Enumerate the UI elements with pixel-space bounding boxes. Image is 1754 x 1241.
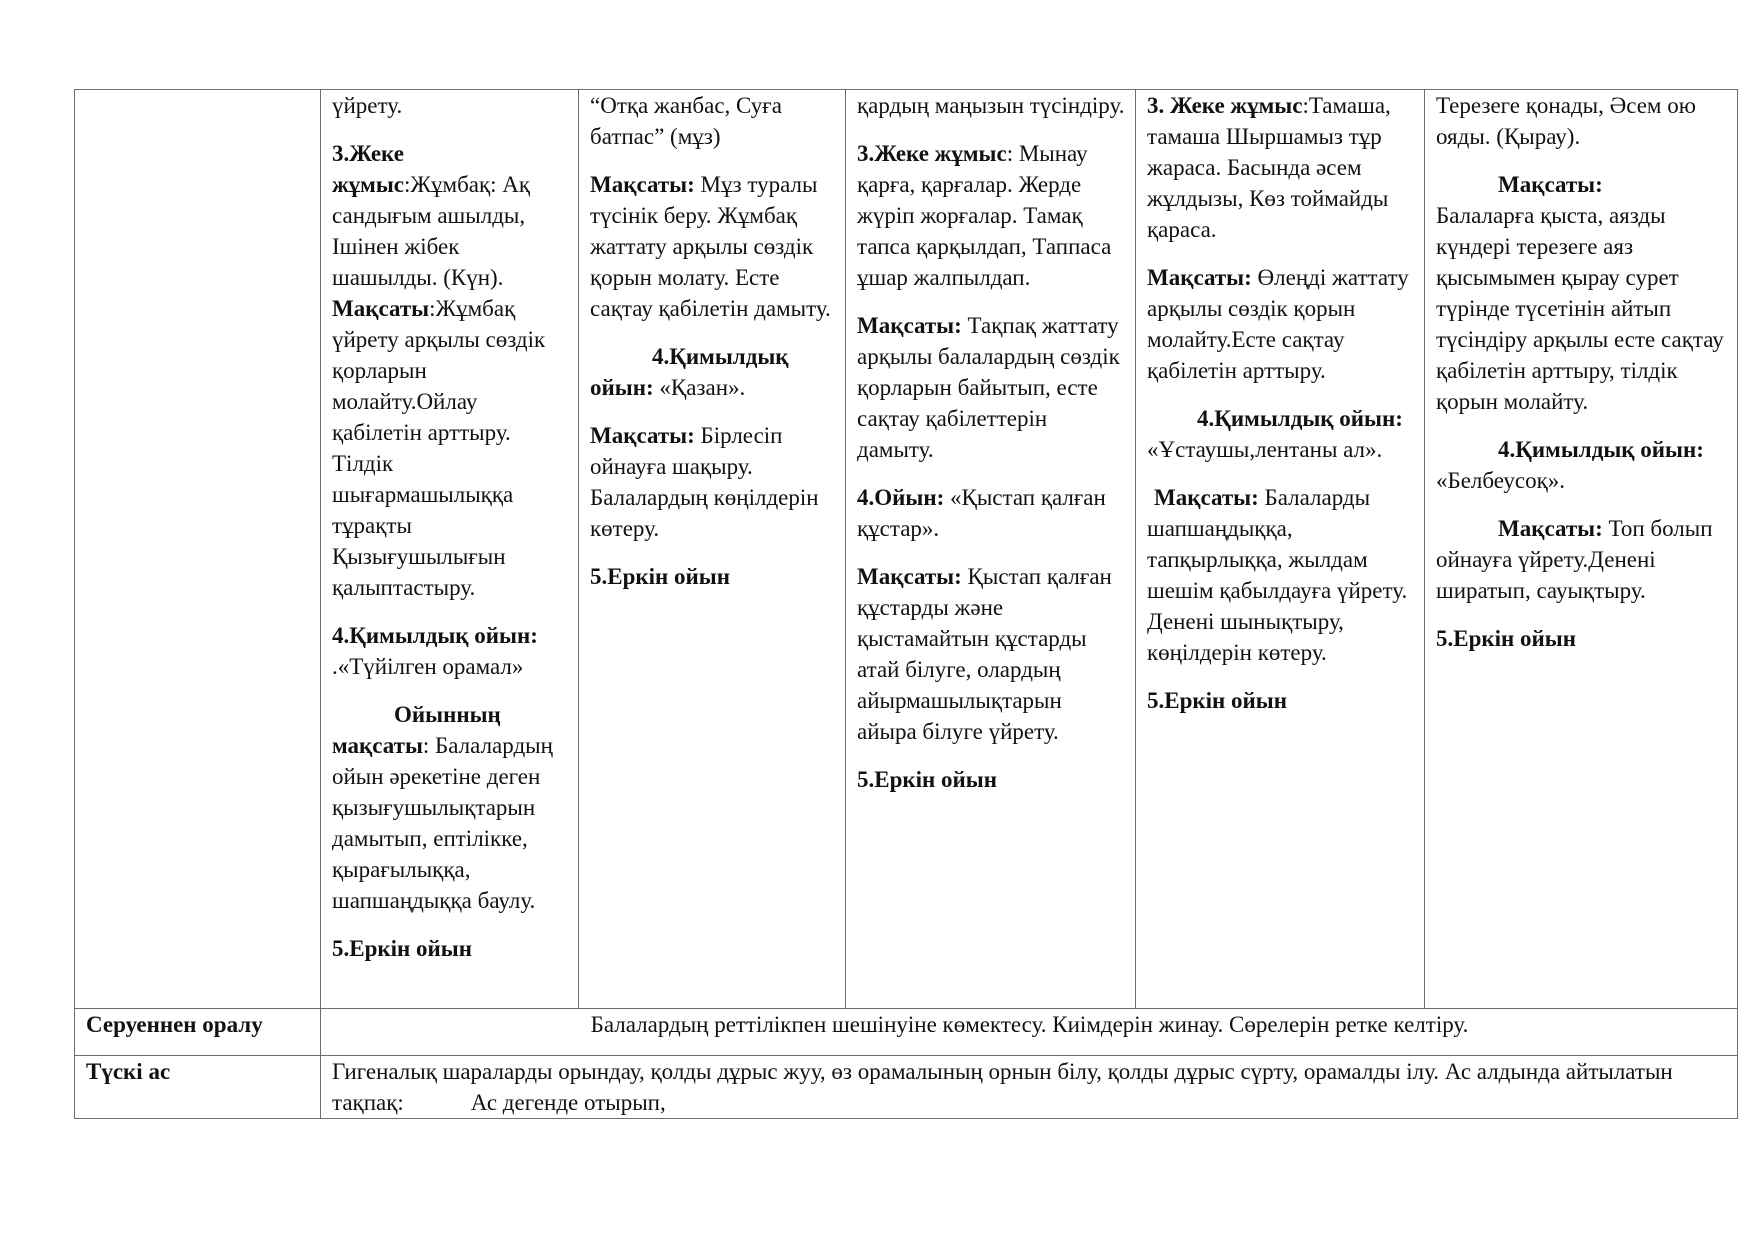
movement-game-paragraph: 4.Қимылдық ойын: «Қазан». — [590, 344, 789, 400]
movement-game-paragraph: 4.Қимылдық ойын: «Белбеусоқ». — [1436, 437, 1704, 493]
movement-game-paragraph: 4.Қимылдық ойын: .«Түйілген орамал» — [332, 623, 538, 679]
wednesday-cell — [846, 90, 1136, 1009]
schedule-table — [74, 89, 1738, 1119]
individual-work-paragraph: 3.Жеке жұмыс: Мынау қарға, қарғалар. Жерде жүріп жорғалар. Тамақ тапса қарқылдап, Таппаса ұшар жалпылдап. — [857, 141, 1112, 290]
goal-paragraph: Мақсаты: Топ болып ойнауға үйрету.Денені ширатып, сауықтыру. — [1436, 516, 1713, 603]
goal-paragraph: Мақсаты: Бірлесіп ойнауға шақыру. Балалардың көңілдерін көтеру. — [590, 423, 819, 541]
goal-paragraph: Мақсаты: Тақпақ жаттату арқылы балалардың сөздік қорларын байытып, есте сақтау қабілеттерін дамыту. — [857, 313, 1120, 462]
goal-heading: Мақсаты: — [590, 423, 695, 448]
row-label-cell — [75, 90, 321, 1009]
goal-heading: Мақсаты — [332, 296, 430, 321]
friday-cell — [1425, 90, 1738, 1009]
movement-game-paragraph: 4.Қимылдық ойын: «Ұстаушы,лентаны ал». — [1147, 406, 1403, 462]
riddle-paragraph: “Отқа жанбас, Суға батпас” (мұз) — [590, 93, 782, 149]
free-play-heading: 5.Еркін ойын — [1147, 688, 1287, 713]
goal-paragraph: Мақсаты: Қыстап қалған құстарды және қыстамайтын құстарды атай білуге, олардың айырмашылықтарын айыра білуге үйрету. — [857, 564, 1112, 744]
section-heading: 3.Жеке жұмыс — [332, 141, 405, 197]
goal-paragraph: Мақсаты: Балаларға қыста, аязды күндері терезеге аяз қысымымен қырау сурет түрінде түсетінін айтып түсіндіру арқылы есте сақтау қабілетін арттыру, тілдік қорын молайту. — [1436, 172, 1724, 414]
free-play-heading: 5.Еркін ойын — [1436, 626, 1576, 651]
activities-row — [75, 90, 1738, 1009]
goal-heading: Мақсаты: — [1498, 516, 1603, 541]
section-heading: 4.Ойын: — [857, 485, 945, 510]
section-heading: 4.Қимылдық ойын: — [332, 623, 538, 648]
section-heading: 3. Жеке жұмыс — [1147, 93, 1303, 118]
game-paragraph: 4.Ойын: «Қыстап қалған құстар». — [857, 485, 1106, 541]
section-heading: 4.Қимылдық ойын: — [1197, 406, 1403, 431]
lunch-description: Гигеналық шараларды орындау, қолды дұрыс жуу, өз орамалының орнын білу, қолды дұрыс сүрту, орамалды ілу. Ас алдында айтылатын тақпақ: Ас дегенде отырып, — [321, 1056, 1738, 1119]
goal-heading: Мақсаты: — [1498, 172, 1603, 197]
goal-heading: Мақсаты: — [1154, 485, 1259, 510]
individual-work-paragraph: 3. Жеке жұмыс:Тамаша, тамаша Шыршамыз тұр жараса. Басында әсем жұлдызы, Көз тоймайды қараса. — [1147, 93, 1391, 242]
paragraph: үйрету. — [332, 93, 403, 118]
goal-paragraph: Мақсаты: Балаларды шапшаңдыққа, тапқырлыққа, жылдам шешім қабылдауға үйрету. Денені шынықтыру, көңілдерін көтеру. — [1147, 485, 1408, 665]
game-goal-paragraph: Ойынның мақсаты: Балалардың ойын әрекетіне деген қызығушылықтарын дамытып, ептілікке, қырағылыққа, шапшаңдыққа баулу. — [332, 702, 553, 913]
thursday-cell — [1136, 90, 1425, 1009]
section-heading: 3.Жеке жұмыс — [857, 141, 1007, 166]
goal-heading: Мақсаты: — [1147, 265, 1252, 290]
row-label-return: Серуеннен оралу — [75, 1009, 321, 1056]
free-play-heading: 5.Еркін ойын — [332, 936, 472, 961]
goal-paragraph: Мақсаты: Өлеңді жаттату арқылы сөздік қорын молайту.Есте сақтау қабілетін арттыру. — [1147, 265, 1409, 383]
tuesday-cell — [579, 90, 846, 1009]
paragraph: қардың маңызын түсіндіру. — [857, 93, 1125, 118]
free-play-heading: 5.Еркін ойын — [857, 767, 997, 792]
goal-heading: Ойынның мақсаты — [332, 702, 501, 758]
riddle-paragraph: Терезеге қонады, Әсем ою ояды. (Қырау). — [1436, 93, 1696, 149]
goal-paragraph: Мақсаты: Мұз туралы түсінік беру. Жұмбақ жаттату арқылы сөздік қорын молату. Есте сақтау қабілетін дамыту. — [590, 172, 831, 321]
free-play-heading: 5.Еркін ойын — [590, 564, 730, 589]
section-heading: 4.Қимылдық ойын: — [1498, 437, 1704, 462]
goal-heading: Мақсаты: — [857, 564, 962, 589]
return-from-walk-row — [75, 1009, 1738, 1056]
row-label-lunch: Түскі ас — [75, 1056, 321, 1119]
goal-heading: Мақсаты: — [590, 172, 695, 197]
monday-cell — [321, 90, 579, 1009]
lunch-row — [75, 1056, 1738, 1119]
return-description: Балалардың реттілікпен шешінуіне көмектесу. Киімдерін жинау. Сөрелерін ретке келтіру. — [321, 1009, 1738, 1056]
section-heading: 4.Қимылдық ойын: — [590, 344, 789, 400]
goal-heading: Мақсаты: — [857, 313, 962, 338]
individual-work-paragraph: 3.Жеке жұмыс:Жұмбақ: Ақ сандығым ашылды, Ішінен жібек шашылды. (Күн). Мақсаты:Жұмбақ үйрету арқылы сөздік қорларын молайту.Ойлау қабілетін арттыру. Тілдік шығармашылыққа тұрақты Қызығушылығын қалыптастыру. — [332, 141, 546, 600]
